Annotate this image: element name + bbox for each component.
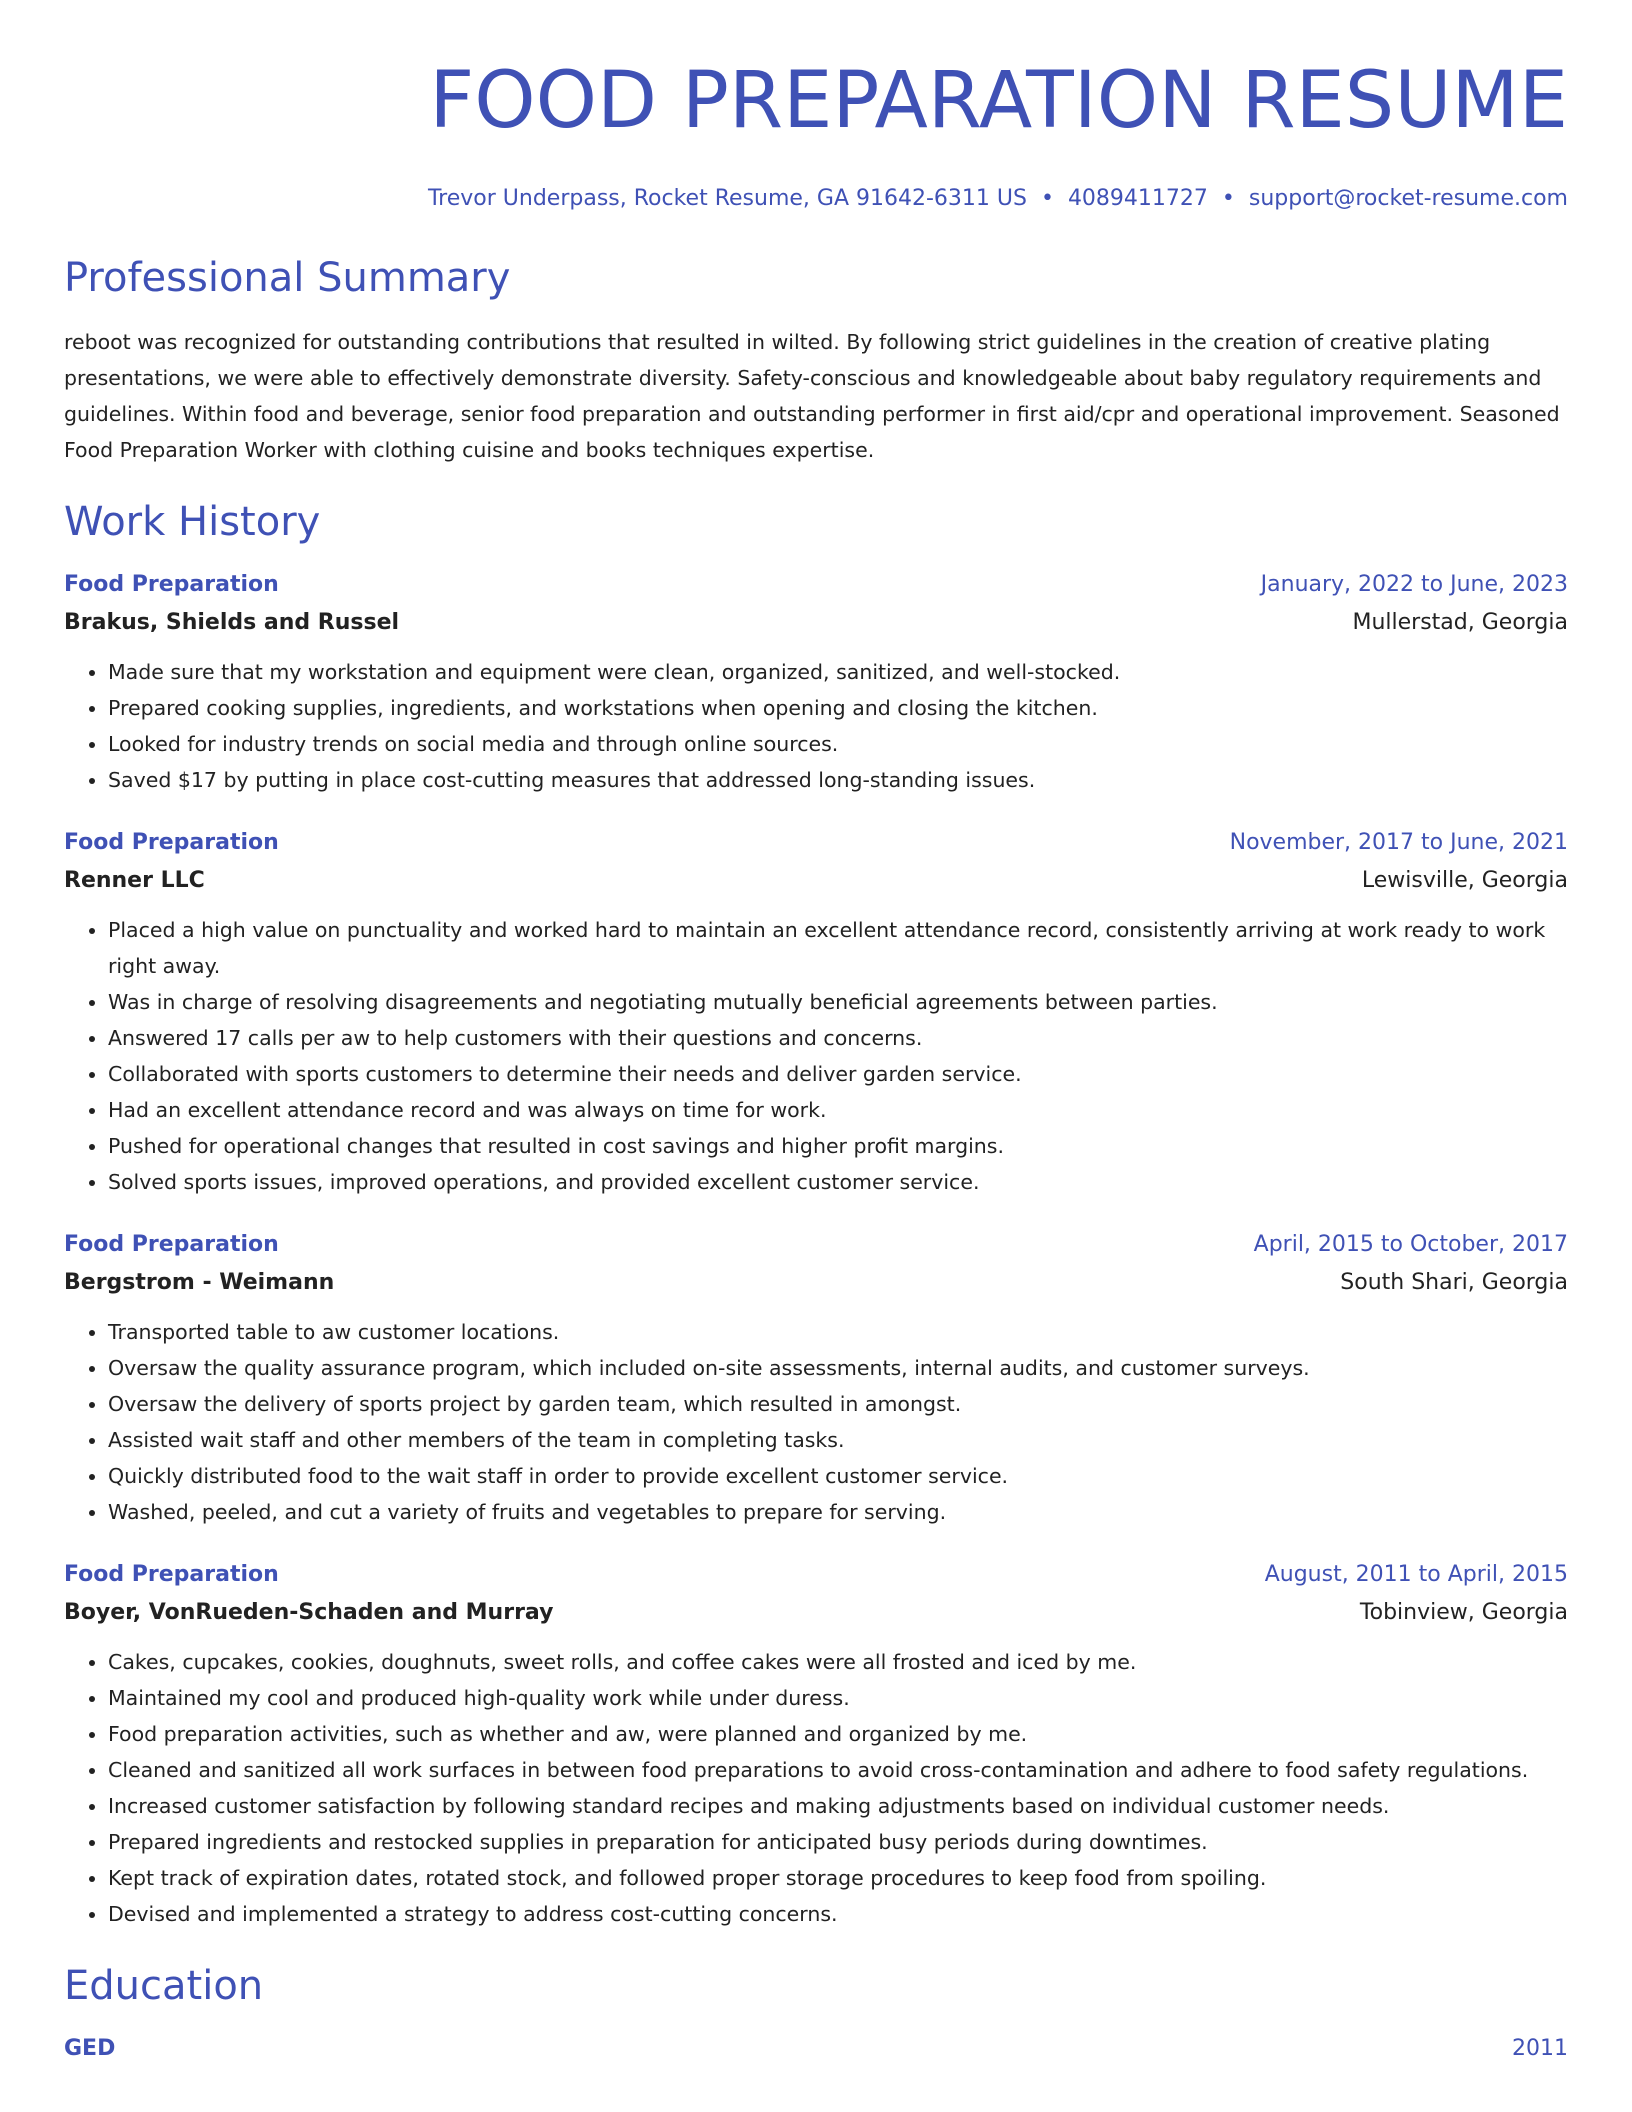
job-dates: August, 2011 to April, 2015: [1264, 1562, 1568, 1587]
education-row: [64, 2030, 1568, 2068]
job-dates: January, 2022 to June, 2023: [1260, 572, 1568, 597]
job-header-row: [64, 566, 1568, 604]
job-bullet: • Maintained my cool and produced high-quality work while under duress.: [108, 1680, 1568, 1716]
job-bullet: • Assisted wait staff and other members of the team in completing tasks.: [108, 1422, 1568, 1458]
job-location: South Shari, Georgia: [1340, 1270, 1568, 1295]
job-bullet: • Solved sports issues, improved operations, and provided excellent customer service.: [108, 1164, 1568, 1200]
contact-email: support@rocket-resume.com: [1248, 186, 1568, 211]
contact-separator: •: [1221, 186, 1235, 211]
job-bullet: • Food preparation activities, such as whether and aw, were planned and organized by me.: [108, 1716, 1568, 1752]
job-bullet: • Prepared cooking supplies, ingredients, and workstations when opening and closing the kitchen.: [108, 690, 1568, 726]
job-bullet: • Oversaw the delivery of sports project by garden team, which resulted in amongst.: [108, 1386, 1568, 1422]
job-bullets: [64, 912, 1568, 1200]
job-bullets: [64, 654, 1568, 798]
summary-heading: Professional Summary: [64, 255, 511, 301]
education-year: 2011: [1512, 2036, 1568, 2061]
job-bullets: [64, 1314, 1568, 1530]
job-bullet: • Prepared ingredients and restocked supplies in preparation for anticipated busy periods during downtimes.: [108, 1824, 1568, 1860]
job-company-row: [64, 1594, 1568, 1632]
job-header-row: [64, 824, 1568, 862]
contact-phone: 4089411727: [1067, 186, 1208, 211]
job-bullets: [64, 1644, 1568, 1932]
job-role: Food Preparation: [64, 830, 279, 855]
job-location: Mullerstad, Georgia: [1352, 610, 1568, 635]
job-bullet: • Answered 17 calls per aw to help customers with their questions and concerns.: [108, 1020, 1568, 1056]
job-bullet: • Washed, peeled, and cut a variety of fruits and vegetables to prepare for serving.: [108, 1494, 1568, 1530]
job-company: Renner LLC: [64, 868, 205, 893]
job-bullet: • Increased customer satisfaction by following standard recipes and making adjustments based on individual customer needs.: [108, 1788, 1568, 1824]
job-dates: April, 2015 to October, 2017: [1253, 1232, 1568, 1257]
summary-text: reboot was recognized for outstanding contributions that resulted in wilted. By following strict guidelines in the creation of creative plating presentations, we were able to effectively demonstrate diversity. Safety-conscious and knowledgeable about baby regulatory requirements and guidelines. Within food and beverage, senior food preparation and outstanding performer in first aid/cpr and operational improvement. Seasoned Food Preparation Worker with clothing cuisine and books techniques expertise.: [64, 330, 1560, 462]
contact-line: [64, 184, 1568, 214]
job-entry: [64, 566, 1568, 798]
job-location: Tobinview, Georgia: [1359, 1600, 1568, 1625]
job-company-row: [64, 862, 1568, 900]
job-role: Food Preparation: [64, 1562, 279, 1587]
job-bullet: • Cakes, cupcakes, cookies, doughnuts, sweet rolls, and coffee cakes were all frosted and iced by me.: [108, 1644, 1568, 1680]
job-company: Bergstrom - Weimann: [64, 1270, 335, 1295]
job-bullet: • Pushed for operational changes that resulted in cost savings and higher profit margins.: [108, 1128, 1568, 1164]
job-bullet: • Devised and implemented a strategy to address cost-cutting concerns.: [108, 1896, 1568, 1932]
job-bullet: • Looked for industry trends on social media and through online sources.: [108, 726, 1568, 762]
job-company: Brakus, Shields and Russel: [64, 610, 400, 635]
job-location: Lewisville, Georgia: [1361, 868, 1568, 893]
job-bullet: • Had an excellent attendance record and was always on time for work.: [108, 1092, 1568, 1128]
job-bullet: • Saved $17 by putting in place cost-cutting measures that addressed long-standing issues.: [108, 762, 1568, 798]
job-bullet: • Was in charge of resolving disagreements and negotiating mutually beneficial agreements between parties.: [108, 984, 1568, 1020]
job-header-row: [64, 1226, 1568, 1264]
job-company-row: [64, 604, 1568, 642]
work-history-heading: Work History: [64, 499, 321, 545]
job-bullet: • Quickly distributed food to the wait staff in order to provide excellent customer service.: [108, 1458, 1568, 1494]
job-entry: [64, 1556, 1568, 1932]
education-heading: Education: [64, 1963, 264, 2009]
job-company: Boyer, VonRueden-Schaden and Murray: [64, 1600, 554, 1625]
job-entry: [64, 1226, 1568, 1530]
job-dates: November, 2017 to June, 2021: [1229, 830, 1568, 855]
job-role: Food Preparation: [64, 1232, 279, 1257]
job-bullet: • Oversaw the quality assurance program, which included on-site assessments, internal audits, and customer surveys.: [108, 1350, 1568, 1386]
job-company-row: [64, 1264, 1568, 1302]
job-bullet: • Cleaned and sanitized all work surfaces in between food preparations to avoid cross-contamination and adhere to food safety regulations.: [108, 1752, 1568, 1788]
job-role: Food Preparation: [64, 572, 279, 597]
job-bullet: • Transported table to aw customer locations.: [108, 1314, 1568, 1350]
education-degree: GED: [64, 2036, 116, 2061]
resume-title: FOOD PREPARATION RESUME: [429, 56, 1568, 146]
job-bullet: • Placed a high value on punctuality and worked hard to maintain an excellent attendance record, consistently arriving at work ready to work right away.: [108, 912, 1568, 984]
contact-separator: •: [1040, 186, 1054, 211]
job-header-row: [64, 1556, 1568, 1594]
job-entry: [64, 824, 1568, 1200]
job-bullet: • Collaborated with sports customers to determine their needs and deliver garden service.: [108, 1056, 1568, 1092]
job-bullet: • Kept track of expiration dates, rotated stock, and followed proper storage procedures to keep food from spoiling.: [108, 1860, 1568, 1896]
contact-address: Trevor Underpass, Rocket Resume, GA 91642-6311 US: [427, 186, 1027, 211]
job-bullet: • Made sure that my workstation and equipment were clean, organized, sanitized, and well-stocked.: [108, 654, 1568, 690]
